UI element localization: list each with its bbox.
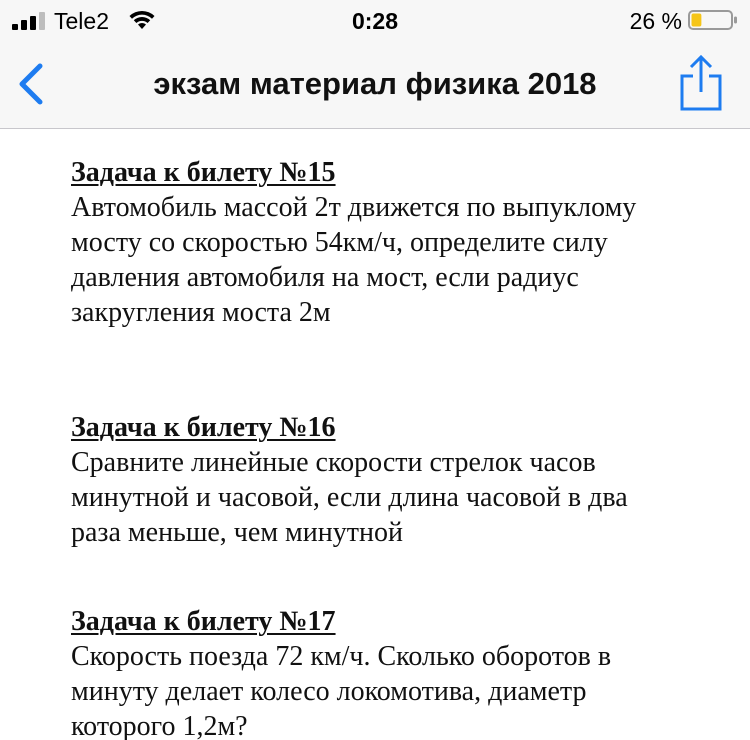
task-line: давления автомобиля на мост, если радиус — [71, 262, 579, 293]
carrier-name: Tele2 — [54, 8, 109, 34]
battery-level-fill — [692, 14, 702, 27]
status-time: 0:28 — [351, 8, 399, 34]
task-line: минутной и часовой, если длина часовой в два — [71, 482, 628, 513]
task-15 — [71, 155, 711, 330]
back-button[interactable] — [10, 60, 54, 108]
task-heading: Задача к билету №17 — [71, 606, 336, 637]
task-16 — [71, 410, 711, 550]
task-line: минуту делает колесо локомотива, диаметр — [71, 676, 587, 707]
share-icon — [678, 54, 724, 112]
task-line: которого 1,2м? — [71, 711, 248, 740]
task-line: раза меньше, чем минутной — [71, 517, 403, 548]
document-title: экзам материал физика 2018 — [153, 66, 597, 101]
task-17 — [71, 604, 711, 740]
task-line: мосту со скоростью 54км/ч, определите силу — [71, 227, 608, 258]
task-heading: Задача к билету №15 — [71, 157, 336, 188]
task-line: закругления моста 2м — [71, 297, 331, 328]
document-content — [0, 129, 750, 740]
task-line: Скорость поезда 72 км/ч. Сколько оборотов в — [71, 641, 612, 672]
task-line: Сравните линейные скорости стрелок часов — [71, 447, 596, 478]
task-line: Автомобиль массой 2т движется по выпуклому — [71, 192, 637, 223]
chevron-left-icon — [10, 60, 54, 108]
battery-icon — [688, 10, 738, 30]
navigation-bar — [0, 40, 750, 129]
battery-percent: 26 % — [629, 8, 682, 34]
task-heading: Задача к билету №16 — [71, 412, 336, 443]
status-bar — [0, 0, 750, 40]
share-button[interactable] — [678, 54, 724, 112]
